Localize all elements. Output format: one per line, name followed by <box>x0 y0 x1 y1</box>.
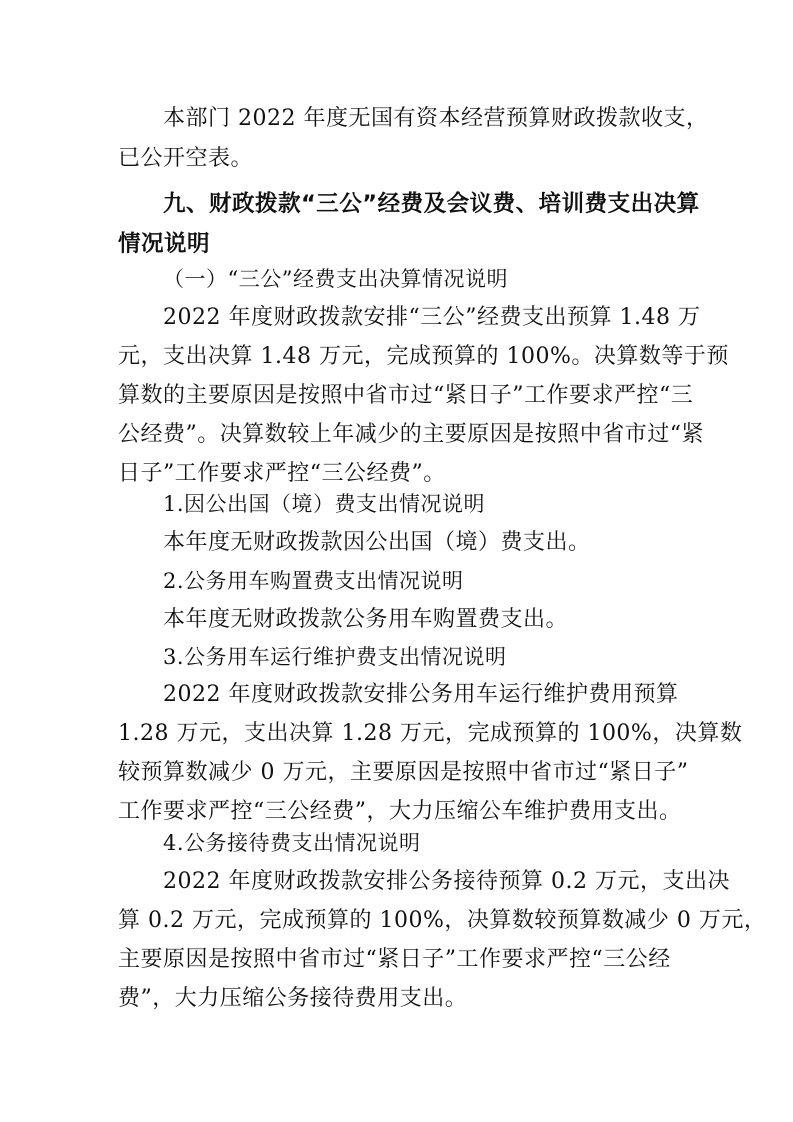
section-9-title-line-2: 情况说明 <box>118 231 211 257</box>
item4-para-line: 2022 年度财政拨款安排公务接待预算 0.2 万元，支出决 <box>163 869 730 894</box>
item-3-title: 3.公务用车运行维护费支出情况说明 <box>163 645 507 669</box>
sub1-para-line: 日子”工作要求严控“三公经费”。 <box>118 461 446 486</box>
item4-para-line: 费”，大力压缩公务接待费用支出。 <box>118 986 468 1011</box>
item-1-text: 本年度无财政拨款因公出国（境）费支出。 <box>163 530 591 555</box>
item-1-title: 1.因公出国（境）费支出情况说明 <box>163 492 486 516</box>
sub1-para-line: 算数的主要原因是按照中省市过“紧日子”工作要求严控“三 <box>118 383 694 408</box>
item-2-text: 本年度无财政拨款公务用车购置费支出。 <box>163 607 569 632</box>
item-2-title: 2.公务用车购置费支出情况说明 <box>163 569 464 593</box>
intro-line-2: 已公开空表。 <box>118 146 254 171</box>
subsection-1-title: （一）“三公”经费支出决算情况说明 <box>163 267 508 291</box>
item3-para-line: 较预算数减少 0 万元，主要原因是按照中省市过“紧日子” <box>118 760 689 785</box>
sub1-para-line: 元，支出决算 1.48 万元，完成预算的 100%。决算数等于预 <box>118 344 729 369</box>
section-9-title-line-1: 九、财政拨款“三公”经费及会议费、培训费支出决算 <box>163 191 700 217</box>
item3-para-line: 2022 年度财政拨款安排公务用车运行维护费用预算 <box>163 682 679 707</box>
intro-line-1: 本部门 2022 年度无国有资本经营预算财政拨款收支， <box>163 106 709 131</box>
item4-para-line: 算 0.2 万元，完成预算的 100%，决算数较预算数减少 0 万元， <box>118 908 767 933</box>
sub1-para-line: 公经费”。决算数较上年减少的主要原因是按照中省市过“紧 <box>118 422 704 447</box>
sub1-para-line: 2022 年度财政拨款安排“三公”经费支出预算 1.48 万 <box>163 305 701 330</box>
item3-para-line: 1.28 万元，支出决算 1.28 万元，完成预算的 100%，决算数 <box>118 721 743 746</box>
item3-para-line: 工作要求严控“三公经费”，大力压缩公车维护费用支出。 <box>118 799 682 824</box>
item-4-title: 4.公务接待费支出情况说明 <box>163 831 421 855</box>
item4-para-line: 主要原因是按照中省市过“紧日子”工作要求严控“三公经 <box>118 947 671 972</box>
